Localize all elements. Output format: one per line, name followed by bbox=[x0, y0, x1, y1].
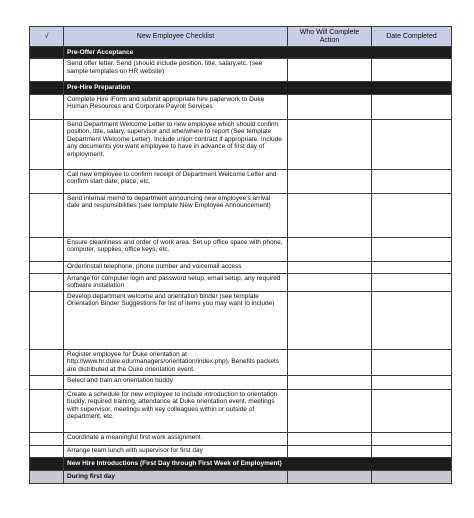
check-cell[interactable] bbox=[30, 237, 64, 261]
check-cell[interactable] bbox=[30, 59, 64, 82]
section-blank-cell bbox=[30, 457, 64, 470]
who-cell[interactable] bbox=[288, 273, 372, 291]
task-cell: Register employee for Duke orientation at http://www.hr.duke.edu/managers/orientation/index.php). Benefits packets are distributed at the Duke orientation event. bbox=[64, 349, 288, 375]
task-cell: Develop department welcome and orientation binder (see template Orientation Binder Suggestions for list of items you may want to include) bbox=[64, 291, 288, 349]
check-cell[interactable] bbox=[30, 261, 64, 273]
check-cell[interactable] bbox=[30, 349, 64, 375]
who-cell[interactable] bbox=[288, 349, 372, 375]
check-cell[interactable] bbox=[30, 445, 64, 457]
section-row-pre-hire bbox=[30, 82, 452, 94]
section-row-new-hire bbox=[30, 457, 452, 470]
section-title-pre-offer: Pre-Offer Acceptance bbox=[64, 47, 452, 59]
section-title-new-hire: New Hire Introductions (First Day through First Week of Employment) bbox=[64, 457, 452, 470]
section-title-pre-hire: Pre-Hire Preparation bbox=[64, 82, 452, 94]
subsection-title-first-day: During first day bbox=[64, 470, 288, 483]
table-row bbox=[30, 193, 452, 237]
date-cell bbox=[372, 470, 452, 483]
table-row bbox=[30, 119, 452, 169]
check-cell[interactable] bbox=[30, 375, 64, 389]
date-cell[interactable] bbox=[372, 273, 452, 291]
date-cell[interactable] bbox=[372, 375, 452, 389]
section-blank-cell bbox=[30, 47, 64, 59]
table-row bbox=[30, 375, 452, 389]
date-cell[interactable] bbox=[372, 237, 452, 261]
who-cell[interactable] bbox=[288, 445, 372, 457]
item-column-header: New Employee Checklist bbox=[64, 27, 288, 47]
task-cell: Arrange for computer login and password setup, email setup, any required software installation bbox=[64, 273, 288, 291]
who-cell[interactable] bbox=[288, 291, 372, 349]
table-row bbox=[30, 94, 452, 119]
date-cell[interactable] bbox=[372, 193, 452, 237]
table-row bbox=[30, 169, 452, 193]
who-cell[interactable] bbox=[288, 59, 372, 82]
check-cell[interactable] bbox=[30, 193, 64, 237]
task-cell: Select and train an orientation buddy bbox=[64, 375, 288, 389]
who-cell[interactable] bbox=[288, 432, 372, 445]
check-cell[interactable] bbox=[30, 169, 64, 193]
who-cell[interactable] bbox=[288, 237, 372, 261]
who-cell[interactable] bbox=[288, 119, 372, 169]
check-column-header: √ bbox=[30, 27, 64, 47]
task-cell: Coordinate a meaningful first work assignment bbox=[64, 432, 288, 445]
who-column-header: Who Will Complete Action bbox=[288, 27, 372, 47]
section-row-pre-offer bbox=[30, 47, 452, 59]
table-row bbox=[30, 273, 452, 291]
date-cell[interactable] bbox=[372, 59, 452, 82]
date-cell[interactable] bbox=[372, 261, 452, 273]
date-cell[interactable] bbox=[372, 349, 452, 375]
check-cell[interactable] bbox=[30, 94, 64, 119]
check-cell[interactable] bbox=[30, 291, 64, 349]
who-cell bbox=[288, 470, 372, 483]
task-cell: Create a schedule for new employee to include introduction to orientation buddy, required training, attendance at Duke orientation event, meetings with supervisor, meetings with key colleagues within or outside of department, etc. bbox=[64, 389, 288, 432]
task-cell: Ensure cleanliness and order of work area. Set up office space with phone, computer, supplies, office keys, etc. bbox=[64, 237, 288, 261]
header-row bbox=[30, 27, 452, 47]
who-cell[interactable] bbox=[288, 389, 372, 432]
date-cell[interactable] bbox=[372, 119, 452, 169]
who-cell[interactable] bbox=[288, 193, 372, 237]
date-cell[interactable] bbox=[372, 291, 452, 349]
table-row bbox=[30, 389, 452, 432]
table-row bbox=[30, 237, 452, 261]
who-cell[interactable] bbox=[288, 94, 372, 119]
table-row bbox=[30, 349, 452, 375]
who-cell[interactable] bbox=[288, 261, 372, 273]
task-cell: Send Department Welcome Letter to new employee which should confirm position, title, salary, supervisor and whe/where to report (See template Department Welcome Letter). Include union contract if appropriate. Include any documents you want employee to have in advance of first day of employment. bbox=[64, 119, 288, 169]
date-column-header: Date Completed bbox=[372, 27, 452, 47]
who-cell[interactable] bbox=[288, 169, 372, 193]
subsection-blank-cell bbox=[30, 470, 64, 483]
subsection-row-first-day bbox=[30, 470, 452, 483]
date-cell[interactable] bbox=[372, 445, 452, 457]
task-cell: Complete Hire iForm and submit appropriate hire paperwork to Duke Human Resources and Corporate Payroll Services bbox=[64, 94, 288, 119]
task-cell: Call new employee to confirm receipt of Department Welcome Letter and confirm start date, place, etc. bbox=[64, 169, 288, 193]
table-row bbox=[30, 261, 452, 273]
new-employee-checklist-table bbox=[29, 26, 452, 484]
task-cell: Order/install telephone, phone number and voicemail access bbox=[64, 261, 288, 273]
check-cell[interactable] bbox=[30, 389, 64, 432]
table-row bbox=[30, 445, 452, 457]
date-cell[interactable] bbox=[372, 169, 452, 193]
table-row bbox=[30, 432, 452, 445]
table-row bbox=[30, 291, 452, 349]
task-cell: Arrange team lunch with supervisor for first day bbox=[64, 445, 288, 457]
section-blank-cell bbox=[30, 82, 64, 94]
check-cell[interactable] bbox=[30, 119, 64, 169]
check-cell[interactable] bbox=[30, 432, 64, 445]
check-cell[interactable] bbox=[30, 273, 64, 291]
date-cell[interactable] bbox=[372, 432, 452, 445]
task-cell: Send offer letter. Send (should include position, title, salary,etc. (see sample templates on HR website) bbox=[64, 59, 288, 82]
task-cell: Send internal memo to department announcing new employee's arrival date and responsibilities (see template New Employee Announcement) bbox=[64, 193, 288, 237]
table-row bbox=[30, 59, 452, 82]
date-cell[interactable] bbox=[372, 94, 452, 119]
who-cell[interactable] bbox=[288, 375, 372, 389]
date-cell[interactable] bbox=[372, 389, 452, 432]
